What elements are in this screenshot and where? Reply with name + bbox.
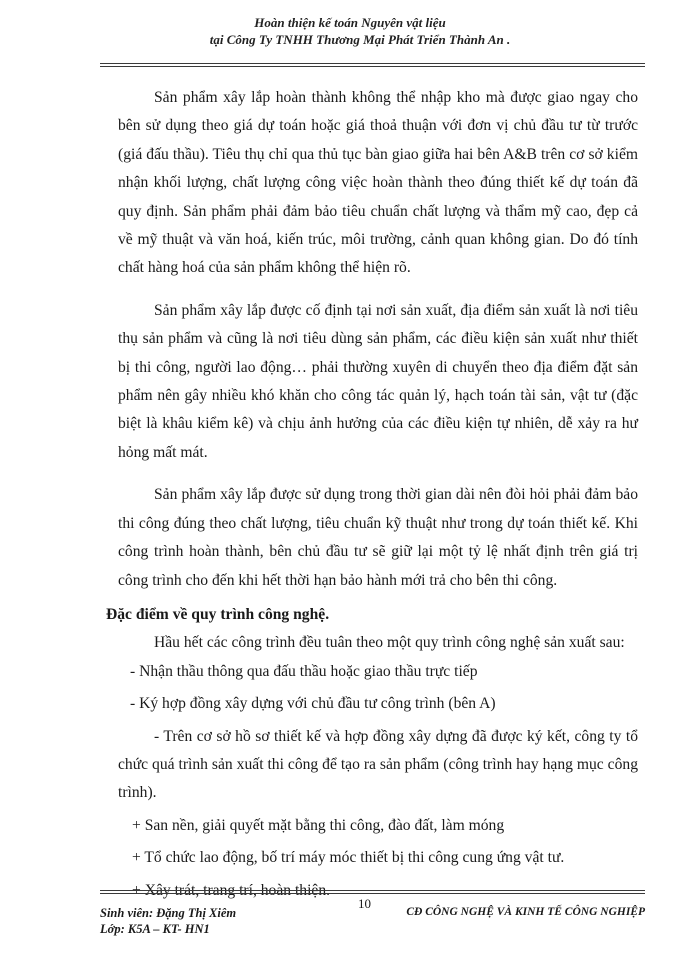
process-step-2: - Ký hợp đồng xây dựng với chủ đầu tư công trình (bên A) xyxy=(130,695,496,713)
footer-school: CĐ CÔNG NGHỆ VÀ KINH TẾ CÔNG NGHIỆP xyxy=(406,906,645,918)
page-header xyxy=(0,14,700,48)
header-rule-lower xyxy=(100,66,645,67)
process-substep-1: + San nền, giải quyết mặt bằng thi công, đào đất, làm móng xyxy=(132,816,505,834)
footer-student: Sinh viên: Đặng Thị Xiêm xyxy=(100,906,237,920)
process-step-1: - Nhận thầu thông qua đấu thầu hoặc giao thầu trực tiếp xyxy=(130,662,478,680)
header-rule-upper xyxy=(100,63,645,64)
footer-rule-upper xyxy=(100,890,645,891)
process-step-3: - Trên cơ sở hồ sơ thiết kế và hợp đồng xây dựng đã được ký kết, công ty tổ chức quá trình sản xuất thi công để tạo ra sản phẩm (công trình hay hạng mục công trình). xyxy=(118,727,638,802)
paragraph-2: Sản phẩm xây lắp được cố định tại nơi sản xuất, địa điểm sản xuất là nơi tiêu thụ sản phẩm và cũng là nơi tiêu dùng sản phẩm, các điều kiện sản xuất như thiết bị thi công, người lao động… phải thường xuyên di chuyển theo địa điểm đặt sản phẩm nên gây nhiều khó khăn cho công tác quản lý, hạch toán tài sản, vật tư (đặc biệt là khâu kiểm kê) và chịu ảnh hưởng của các điều kiện tự nhiên, dễ xảy ra hư hỏng mất mát. xyxy=(118,301,638,461)
header-title-line1: Hoàn thiện kế toán Nguyên vật liệu xyxy=(254,15,446,30)
page-footer xyxy=(100,896,645,942)
section-heading: Đặc điểm về quy trình công nghệ. xyxy=(106,605,330,623)
header-title-line2: tại Công Ty TNHH Thương Mại Phát Triển Thành An . xyxy=(209,32,511,47)
footer-rule-lower xyxy=(100,893,645,894)
paragraph-1: Sản phẩm xây lắp hoàn thành không thể nhập kho mà được giao ngay cho bên sử dụng theo giá dự toán hoặc giá thoả thuận với đơn vị chủ đầu tư từ trước (giá đấu thầu). Tiêu thụ chỉ qua thủ tục bàn giao giữa hai bên A&B trên cơ sở kiểm nhận khối lượng, chất lượng công việc hoàn thành theo đúng thiết kế dự toán đã quy định. Sản phẩm phải đảm bảo tiêu chuẩn chất lượng và thẩm mỹ cao, đẹp cả về mỹ thuật và văn hoá, kiến trúc, môi trường, cảnh quan không gian. Do đó tính chất hàng hoá của sản phẩm không thể hiện rõ. xyxy=(118,89,638,277)
process-substep-2: + Tổ chức lao động, bố trí máy móc thiết bị thi công cung ứng vật tư. xyxy=(132,849,565,867)
section-intro: Hầu hết các công trình đều tuân theo một quy trình công nghệ sản xuất sau: xyxy=(154,634,625,652)
page-number: 10 xyxy=(358,896,371,911)
paragraph-3: Sản phẩm xây lắp được sử dụng trong thời gian dài nên đòi hỏi phải đảm bảo thi công đúng theo chất lượng, tiêu chuẩn kỹ thuật như trong dự toán thiết kế. Khi công trình hoàn thành, bên chủ đầu tư sẽ giữ lại một tỷ lệ nhất định trên giá trị công trình cho đến khi hết thời hạn bảo hành mới trả cho bên thi công. xyxy=(118,486,638,589)
process-substep-3: + Xây trát, trang trí, hoàn thiện. xyxy=(132,881,331,899)
document-body xyxy=(106,84,638,905)
footer-class: Lớp: K5A – KT- HN1 xyxy=(100,922,210,936)
